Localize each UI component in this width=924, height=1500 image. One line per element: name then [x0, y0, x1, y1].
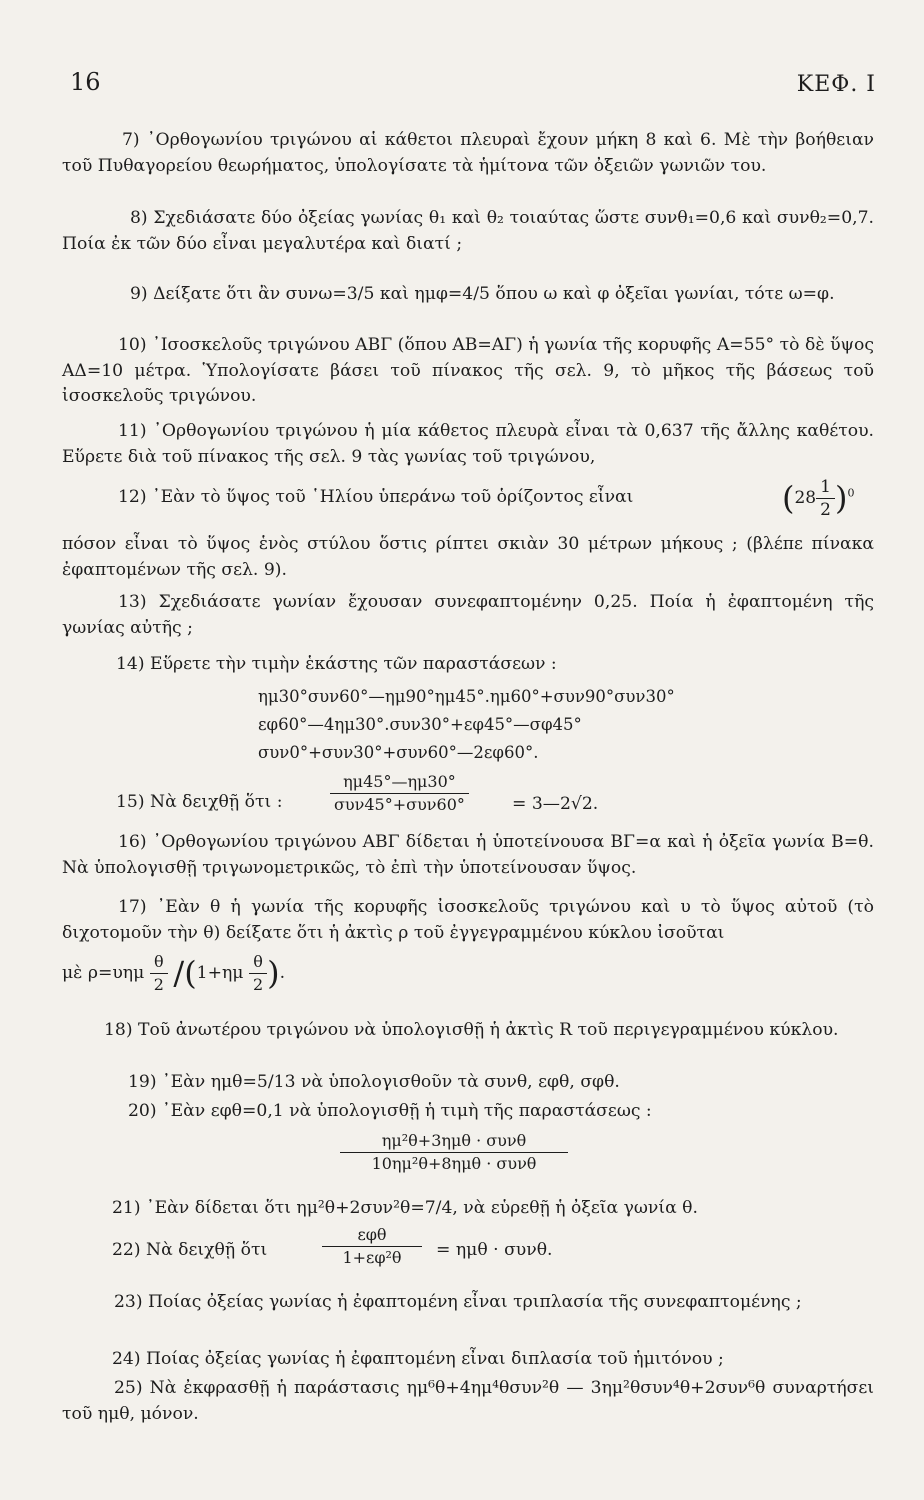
fraction-denominator: 2 — [252, 975, 264, 994]
paren-close: ) — [834, 478, 848, 517]
fraction-numerator: θ — [249, 951, 267, 974]
formula-14-2: εφ60°—4ημ30°.συν30°+εφ45°—σφ45° — [258, 715, 582, 734]
exercise-16: 16) ᾿Ορθογωνίου τριγώνου ΑΒΓ δίδεται ἡ ὑποτείνουσα ΒΓ=α καὶ ἡ ὀξεῖα γωνία Β=θ. Νὰ ὑπολογισθῇ τριγωνομετρικῶς, τὸ ἐπὶ τὴν ὑποτείνουσαν ὕψος. — [62, 832, 874, 878]
degree-sign: 0 — [847, 486, 855, 500]
exercise-7: 7) ᾿Ορθογωνίου τριγώνου αἱ κάθετοι πλευραὶ ἔχουν μήκη 8 καὶ 6. Μὲ τὴν βοήθειαν τοῦ Πυθαγορείου θεωρήματος, ὑπολογίσατε τὰ ἡμίτονα τῶν ὀξειῶν γωνιῶν του. — [62, 130, 874, 176]
fraction-denominator: 10ημ²θ+8ημθ · συνθ — [371, 1154, 537, 1173]
exercise-24: 24) Ποίας ὀξείας γωνίας ἡ ἐφαπτομένη εἶναι διπλασία τοῦ ἡμιτόνου ; — [112, 1349, 724, 1369]
exercise-18: 18) Τοῦ ἀνωτέρου τριγώνου νὰ ὑπολογισθῇ ἡ ἀκτὶς R τοῦ περιγεγραμμένου κύκλου. — [104, 1020, 839, 1040]
fraction-numerator: 1 — [816, 476, 835, 499]
exercise-12-angle — [782, 476, 854, 521]
fraction-numerator: θ — [150, 951, 168, 974]
paren-open: ( — [184, 953, 197, 992]
exercise-22-label: 22) Νὰ δειχθῇ ὅτι — [112, 1240, 268, 1260]
exercise-12-text: 12) ᾿Εὰν τὸ ὕψος τοῦ ῾Ηλίου ὑπεράνω τοῦ ὁρίζοντος εἶναι — [118, 487, 634, 507]
fraction-denominator: 2 — [153, 975, 164, 994]
exercise-15-label: 15) Νὰ δειχθῇ ὅτι : — [116, 792, 283, 812]
exercise-9: 9) Δείξατε ὅτι ἂν συνω=3/5 καὶ ημφ=4/5 ὅπου ω καὶ φ ὀξεῖαι γωνίαι, τότε ω=φ. — [130, 284, 835, 304]
fraction-numerator: ημ²θ+3ημθ · συνθ — [340, 1130, 568, 1153]
paren-open: ( — [782, 478, 795, 517]
page-number: 16 — [70, 68, 101, 96]
exercise-21: 21) ᾿Εὰν δίδεται ὅτι ημ²θ+2συν²θ=7/4, νὰ εὑρεθῇ ἡ ὀξεῖα γωνία θ. — [112, 1198, 698, 1218]
fraction-denominator: 2 — [820, 500, 831, 520]
fraction-numerator: εφθ — [322, 1224, 422, 1247]
exercise-17: 17) ᾿Εὰν θ ἡ γωνία τῆς κορυφῆς ἰσοσκελοῦς τριγώνου καὶ υ τὸ ὕψος αὐτοῦ (τὸ διχοτομοῦν τὴν θ) δείξατε ὅτι ἡ ἀκτὶς ρ τοῦ ἐγγεγραμμένου κύκλου ἰσοῦται — [62, 897, 874, 943]
fraction-denominator: συν45°+συν60° — [334, 795, 465, 814]
formula-middle: 1+ημ — [196, 963, 244, 983]
exercise-15-result: = 3—2√2. — [512, 794, 599, 814]
exercise-10: 10) ᾿Ισοσκελοῦς τριγώνου ΑΒΓ (ὅπου ΑΒ=ΑΓ) ἡ γωνία τῆς κορυφῆς Α=55° τὸ δὲ ὕψος ΑΔ=10 μέτρα. Ὑπολογίσατε βάσει τοῦ πίνακος τῆς σελ. 9, τὸ μῆκος τῆς βάσεως τοῦ ἰσοσκελοῦς τριγώνου. — [62, 335, 874, 406]
formula-14-3: συν0°+συν30°+συν60°—2εφ60°. — [258, 743, 539, 762]
exercise-14: 14) Εὕρετε τὴν τιμὴν ἑκάστης τῶν παραστάσεων : — [116, 654, 557, 674]
paren-close: ) — [267, 953, 280, 992]
exercise-19: 19) ᾿Εὰν ημθ=5/13 νὰ ὑπολογισθοῦν τὰ συνθ, εφθ, σφθ. — [128, 1072, 620, 1092]
exercise-12-continuation: πόσον εἶναι τὸ ὕψος ἑνὸς στύλου ὅστις ρίπτει σκιὰν 30 μέτρων μήκους ; (βλέπε πίνακα ἐφαπτομένων τῆς σελ. 9). — [62, 534, 874, 580]
division-slash: / — [173, 953, 185, 992]
exercise-20: 20) ᾿Εὰν εφθ=0,1 νὰ ὑπολογισθῇ ἡ τιμὴ τῆς παραστάσεως : — [128, 1101, 652, 1121]
fraction-denominator: 1+εφ²θ — [342, 1248, 402, 1267]
exercise-11: 11) ᾿Ορθογωνίου τριγώνου ἡ μία κάθετος πλευρὰ εἶναι τὰ 0,637 τῆς ἄλλης καθέτου. Εὕρετε διὰ τοῦ πίνακος τῆς σελ. 9 τὰς γωνίας τοῦ τριγώνου, — [62, 421, 874, 467]
exercise-22-fraction — [322, 1224, 422, 1269]
running-head: ΚΕΦ. Ι — [796, 72, 876, 97]
exercise-20-fraction — [340, 1130, 568, 1175]
exercise-13: 13) Σχεδιάσατε γωνίαν ἔχουσαν συνεφαπτομένην 0,25. Ποία ἡ ἐφαπτομένη τῆς γωνίας αὐτῆς ; — [62, 592, 874, 638]
exercise-17-formula: μὲ ρ=υημ $\frac{\theta}{2}$ /(1+ημ $\frac{\theta}{2}$ ). — [62, 952, 286, 994]
formula-14-1: ημ30°συν60°—ημ90°ημ45°.ημ60°+συν90°συν30° — [258, 687, 675, 706]
fraction-numerator: ημ45°—ημ30° — [330, 771, 469, 794]
exercise-23: 23) Ποίας ὀξείας γωνίας ἡ ἐφαπτομένη εἶναι τριπλασία τῆς συνεφαπτομένης ; — [114, 1292, 802, 1312]
exercise-15-fraction — [330, 771, 469, 816]
exercise-25: 25) Νὰ ἐκφρασθῇ ἡ παράστασις ημ⁶θ+4ημ⁴θσυν²θ — 3ημ²θσυν⁴θ+2συν⁶θ συναρτήσει τοῦ ημθ, μόνον. — [62, 1378, 874, 1424]
exercise-12-fraction — [816, 476, 835, 521]
exercise-12-value: 28 — [794, 488, 817, 508]
exercise-22-result: = ημθ · συνθ. — [436, 1240, 553, 1260]
formula-prefix: μὲ ρ=υημ — [62, 963, 145, 983]
exercise-8: 8) Σχεδιάσατε δύο ὀξείας γωνίας θ₁ καὶ θ₂ τοιαύτας ὥστε συνθ₁=0,6 καὶ συνθ₂=0,7. Ποία ἐκ τῶν δύο εἶναι μεγαλυτέρα καὶ διατί ; — [62, 208, 874, 254]
